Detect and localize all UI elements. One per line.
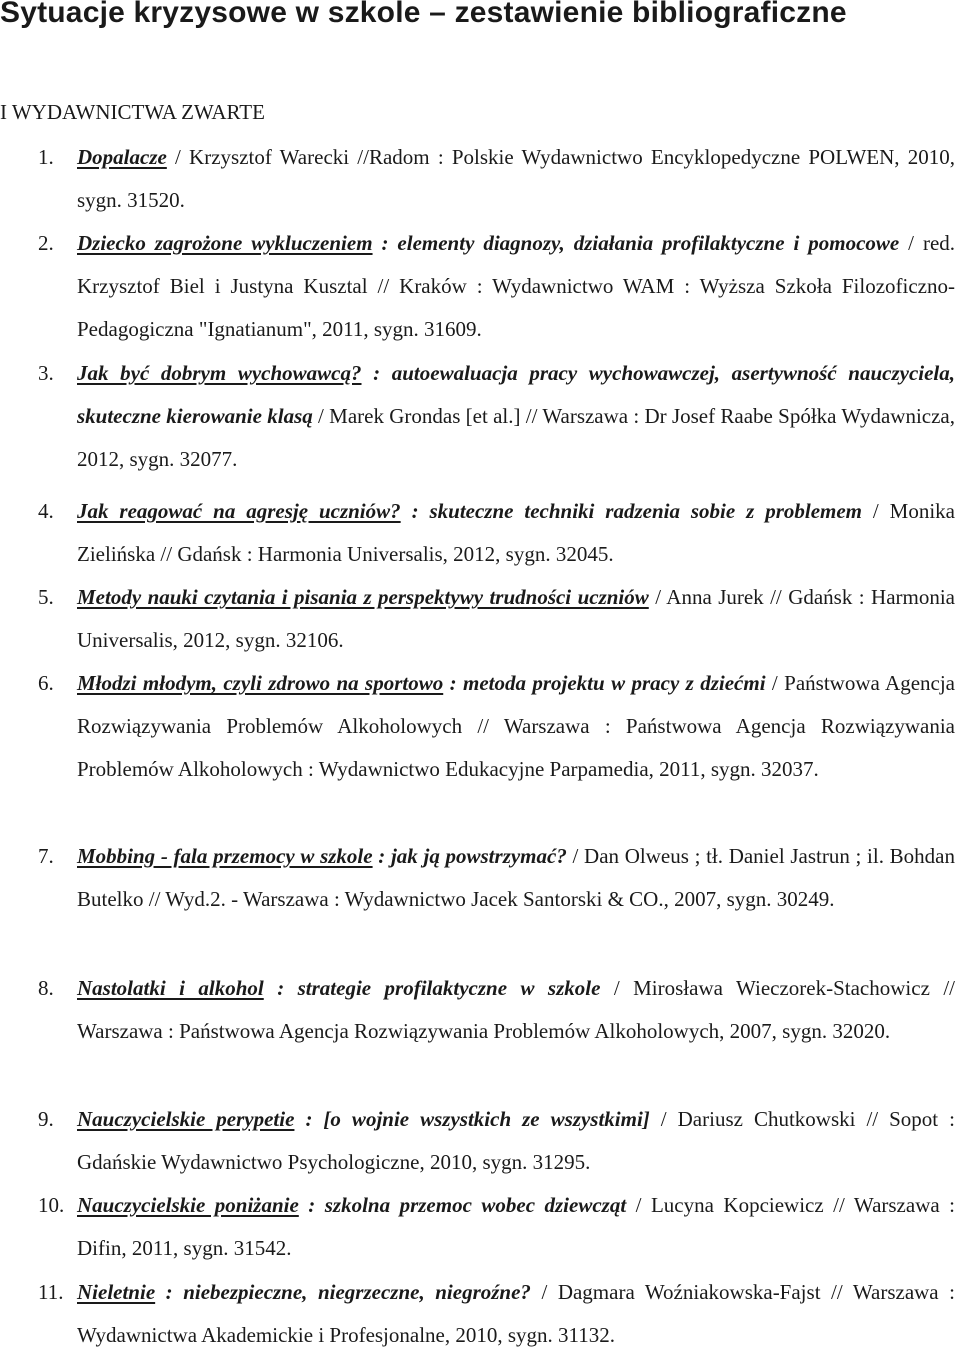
entry-number: 5.: [38, 585, 54, 609]
entry-text: [77, 352, 955, 481]
entry-text: [77, 222, 955, 351]
entry-details: / Marek Grondas [et al.] // Warszawa : Dr Josef Raabe Spółka Wydawnicza, 2012, sygn. 32077.: [77, 404, 955, 471]
entry-number: 8.: [38, 976, 54, 1000]
entry-title: Mobbing - fala przemocy w szkole: [77, 844, 373, 868]
entry-subtitle: : [o wojnie wszystkich ze wszystkimi]: [294, 1107, 650, 1131]
section-heading: I WYDAWNICTWA ZWARTE: [0, 100, 265, 124]
entry-details: / red. Krzysztof Biel i Justyna Kusztal // Kraków : Wydawnictwo WAM : Wyższa Szkoła Filozoficzno-Pedagogiczna "Ignatianum", 2011, sygn. 31609.: [77, 231, 956, 341]
entry-details: / Dariusz Chutkowski // Sopot : Gdańskie Wydawnictwo Psychologiczne, 2010, sygn. 31295.: [77, 1107, 955, 1174]
entry-title: Dziecko zagrożone wykluczeniem: [77, 231, 373, 255]
entry-subtitle: : niebezpieczne, niegrzeczne, niegroźne?: [155, 1280, 531, 1304]
entry-title: Nieletnie: [77, 1280, 156, 1304]
entry-number: 11.: [38, 1280, 64, 1304]
entry-subtitle: : szkolna przemoc wobec dziewcząt: [298, 1193, 627, 1217]
entry-subtitle: : strategie profilaktyczne w szkole: [263, 976, 601, 1000]
entry-text: [77, 1098, 955, 1184]
entry-details: / Dagmara Woźniakowska-Fajst // Warszawa : Wydawnictwa Akademickie i Profesjonalne, 2010, sygn. 31132.: [77, 1280, 955, 1347]
entry-title: Nauczycielskie poniżanie: [77, 1193, 299, 1217]
entry-details: / Monika Zielińska // Gdańsk : Harmonia Universalis, 2012, sygn. 32045.: [77, 499, 955, 566]
entry-text: [77, 662, 955, 791]
entry-title: Metody nauki czytania i pisania z perspektywy trudności uczniów: [77, 585, 649, 609]
entry-subtitle: : autoewaluacja pracy wychowawczej, asertywność nauczyciela, skuteczne kierowanie klasą: [77, 361, 955, 428]
entry-title: Jak reagować na agresję uczniów?: [77, 499, 401, 523]
entry-number: 4.: [38, 499, 54, 523]
entry-text: [77, 490, 955, 576]
entry-text: [77, 1184, 955, 1270]
entry-details: / Lucyna Kopciewicz // Warszawa : Difin, 2011, sygn. 31542.: [77, 1193, 955, 1260]
entry-number: 2.: [38, 231, 54, 255]
entry-title: Nastolatki i alkohol: [77, 976, 264, 1000]
entry-text: [77, 1271, 955, 1357]
entry-subtitle: : skuteczne techniki radzenia sobie z problemem: [400, 499, 863, 523]
entry-number: 1.: [38, 145, 54, 169]
entry-subtitle: : elementy diagnozy, działania profilaktyczne i pomocowe: [372, 231, 900, 255]
entry-text: [77, 136, 955, 222]
entry-subtitle: : jak ją powstrzymać?: [372, 844, 567, 868]
entry-details: / Anna Jurek // Gdańsk : Harmonia Universalis, 2012, sygn. 32106.: [77, 585, 955, 652]
entry-number: 3.: [38, 361, 54, 385]
entry-details: / Państwowa Agencja Rozwiązywania Problemów Alkoholowych // Warszawa : Państwowa Agencja Rozwiązywania Problemów Alkoholowych : Wydawnictwo Edukacyjne Parpamedia, 2011, sygn. 32037.: [77, 671, 955, 781]
entry-details: / Krzysztof Warecki //Radom : Polskie Wydawnictwo Encyklopedyczne POLWEN, 2010, sygn. 31520.: [77, 145, 955, 212]
entry-subtitle: : metoda projektu w pracy z dziećmi: [443, 671, 766, 695]
entry-number: 7.: [38, 844, 54, 868]
entry-title: Jak być dobrym wychowawcą?: [77, 361, 362, 385]
entry-text: [77, 967, 955, 1053]
entry-text: [77, 576, 955, 662]
entry-number: 10.: [38, 1193, 65, 1217]
entry-details: / Dan Olweus ; tł. Daniel Jastrun ; il. Bohdan Butelko // Wyd.2. - Warszawa : Wydawnictwo Jacek Santorski & CO., 2007, sygn. 30249.: [77, 844, 955, 911]
entry-number: 9.: [38, 1107, 54, 1131]
entry-title: Nauczycielskie perypetie: [77, 1107, 295, 1131]
entry-number: 6.: [38, 671, 54, 695]
entry-details: / Mirosława Wieczorek-Stachowicz // Warszawa : Państwowa Agencja Rozwiązywania Problemów Alkoholowych, 2007, sygn. 32020.: [77, 976, 955, 1043]
entry-text: [77, 835, 955, 921]
entry-title: Młodzi młodym, czyli zdrowo na sportowo: [77, 671, 444, 695]
page-title: Sytuacje kryzysowe w szkole – zestawienie bibliograficzne: [0, 0, 847, 29]
entry-title: Dopalacze: [77, 145, 167, 169]
